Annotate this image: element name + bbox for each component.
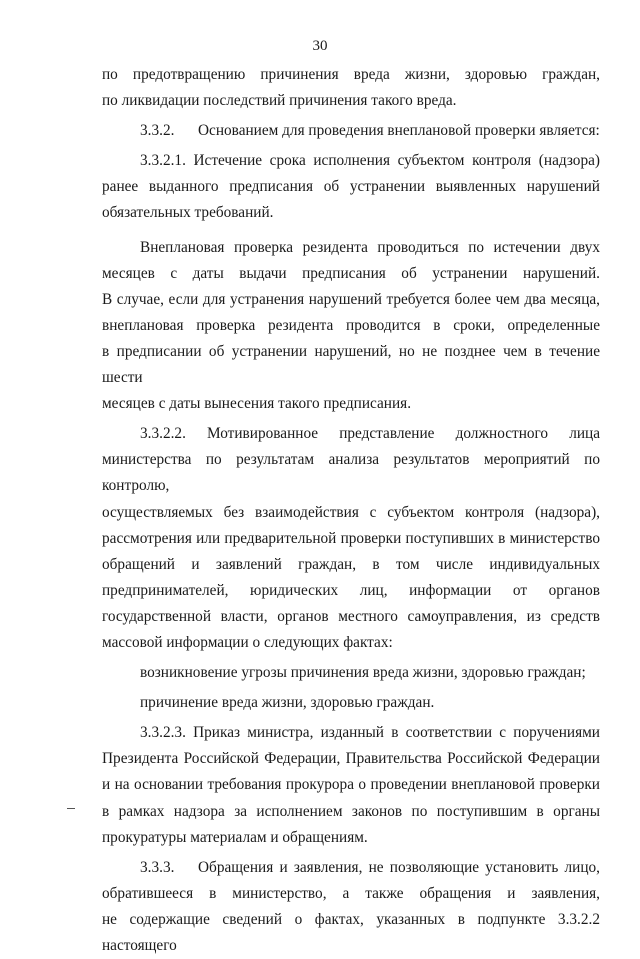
page-number: 30 (312, 38, 328, 54)
text-line: и на основании требования прокурора о проведении внеплановой проверки (102, 776, 600, 794)
text-line: предпринимателей, юридических лиц, информации от органов (102, 581, 600, 599)
text-line: месяцев с даты вынесения такого предписания. (102, 395, 412, 413)
text-line: месяцев с даты выдачи предписания об устранении нарушений. (102, 264, 600, 282)
text-line: В случае, если для устранения нарушений требуется более чем два месяца, (102, 290, 600, 308)
text-line: осуществляемых без взаимодействия с субъектом контроля (надзора), (102, 503, 600, 521)
text-line: Президента Российской Федерации, Правительства Российской Федерации (102, 750, 600, 768)
section-text: Основанием для проведения внеплановой проверки является: (198, 122, 600, 140)
margin-mark (67, 808, 75, 809)
text-line: 3.3.2.1. Истечение срока исполнения субъектом контроля (надзора) (140, 152, 600, 170)
list-item: возникновение угрозы причинения вреда жизни, здоровью граждан; (140, 664, 586, 682)
section-number: 3.3.2. (140, 122, 175, 140)
text-line: в рамках надзора за исполнением законов по поступившим в органы (102, 802, 600, 820)
text-line: Внеплановая проверка резидента проводиться по истечении двух (140, 238, 600, 256)
text-line: в предписании об устранении нарушений, но не позднее чем в течение шести (102, 342, 600, 387)
text-line: обратившееся в министерство, а также обращения и заявления, (102, 884, 600, 902)
section-heading-3-3-2 (102, 118, 600, 144)
text-line: прокуратуры материалам и обращениям. (102, 828, 368, 846)
section-heading-3-3-3 (102, 855, 600, 881)
text-line: не содержащие сведений о фактах, указанных в подпункте 3.3.2.2 настоящего (102, 910, 600, 954)
text-line: внеплановая проверка резидента проводится в сроки, определенные (102, 316, 600, 334)
text-line: государственной власти, органов местного самоуправления, из средств (102, 607, 600, 625)
document-body (102, 62, 600, 959)
text-line: массовой информации о следующих фактах: (102, 633, 393, 651)
text-line: обращений и заявлений граждан, в том числе индивидуальных (102, 555, 600, 573)
section-text: Обращения и заявления, не позволяющие установить лицо, (198, 858, 600, 876)
text-line: 3.3.2.3. Приказ министра, изданный в соответствии с поручениями (140, 724, 600, 742)
text-line: рассмотрения или предварительной проверки поступивших в министерство (102, 529, 600, 547)
text-line: ранее выданного предписания об устранении выявленных нарушений (102, 178, 600, 196)
text-line: по ликвидации последствий причинения такого вреда. (102, 92, 457, 110)
text-line: обязательных требований. (102, 204, 274, 222)
section-number: 3.3.3. (140, 858, 175, 876)
text-line: 3.3.2.2. Мотивированное представление должностного лица (140, 425, 600, 443)
text-line: министерства по результатам анализа результатов мероприятий по контролю, (102, 451, 600, 495)
text-line: по предотвращению причинения вреда жизни, здоровью граждан, (102, 66, 600, 83)
list-item: причинение вреда жизни, здоровью граждан. (140, 694, 435, 712)
